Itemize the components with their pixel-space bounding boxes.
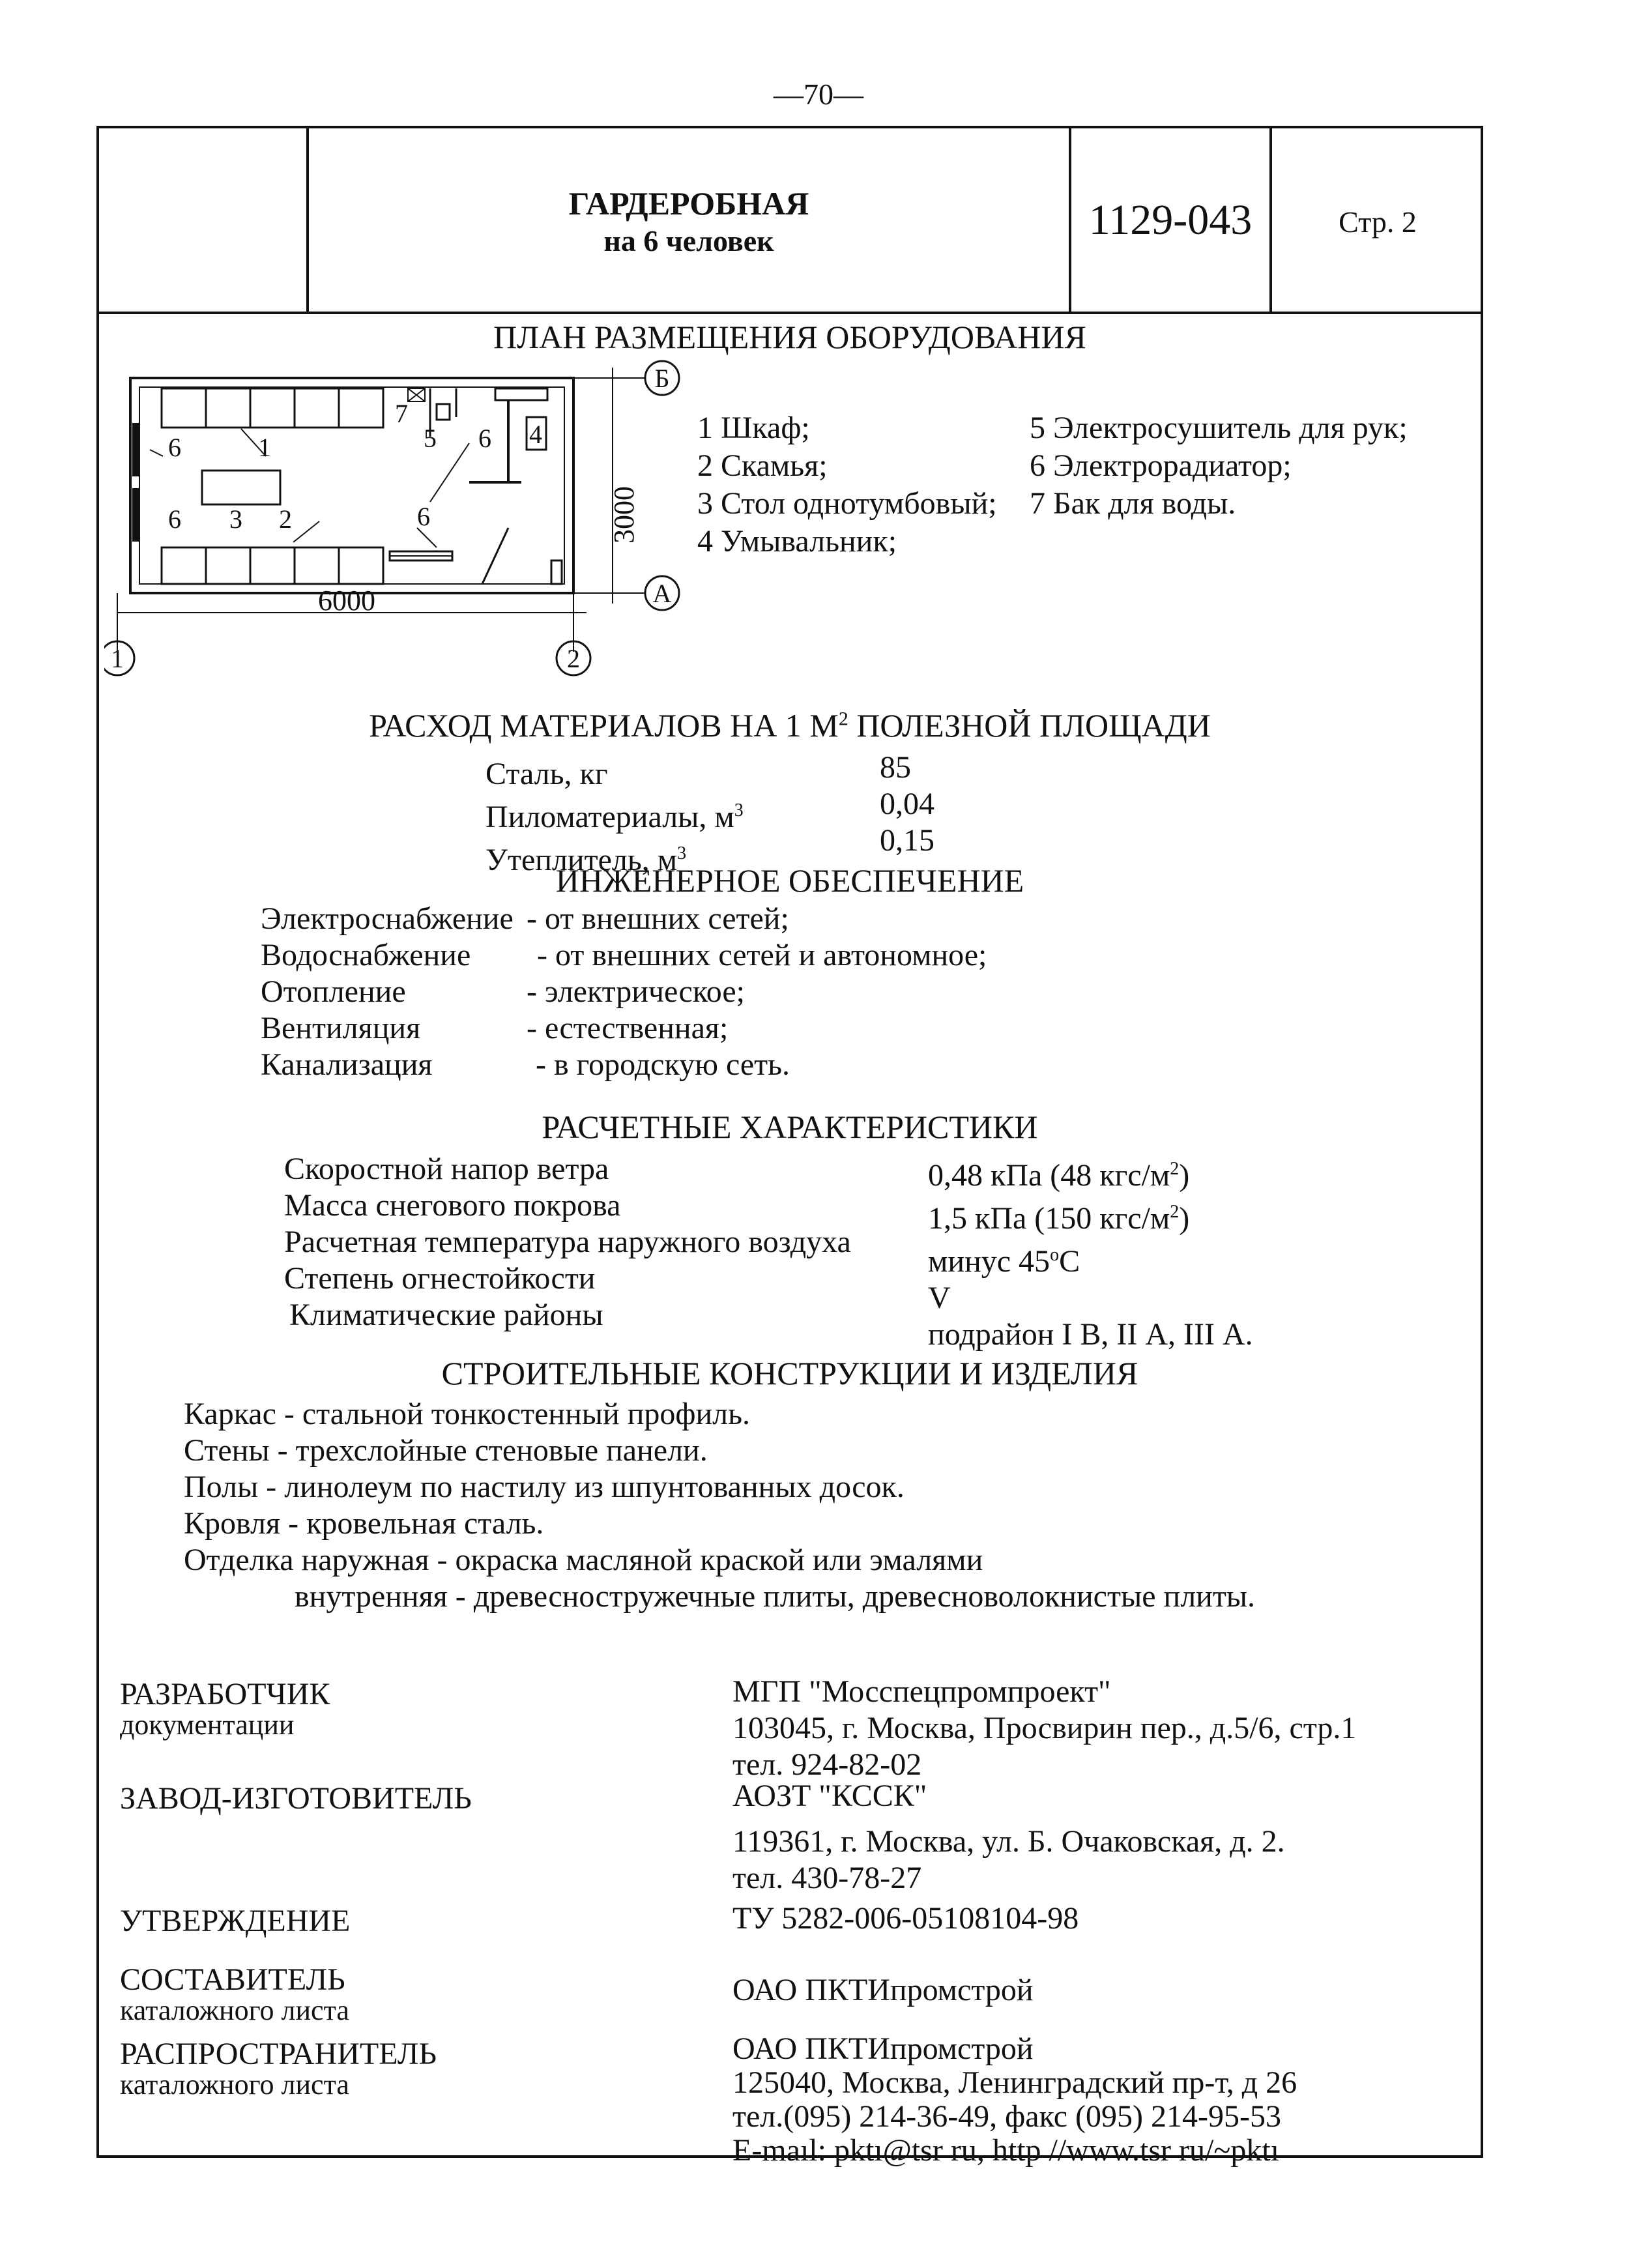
construction-line: Полы - линолеум по настилу из шпунтованных досок. [184,1470,905,1504]
approval-label: УТВЕРЖДЕНИЕ [120,1904,351,1938]
developer-line: тел. 924-82-02 [732,1747,922,1782]
developer-label: РАЗРАБОТЧИК [120,1677,330,1711]
maker-line: АОЗТ "КССК" [732,1779,927,1813]
calc-value: минус 45$^o$С [928,1244,1080,1279]
calc-value: 0,48 кПа (48 кгс/$м^2$) [928,1158,1190,1193]
plan-lockers-bottom [162,547,383,584]
engineering-values [527,901,987,1083]
materials-title-end: ПОЛЕЗНОЙ ПЛОЩАДИ [848,707,1211,744]
construction-line: внутренняя - древесностружечные плиты, древесноволокнистые плиты. [295,1579,1256,1614]
plan-shelf [495,388,547,400]
calc-value: подрайон I В, II А, III А. [928,1317,1253,1352]
axis-1-label: 1 [111,644,124,673]
distributor-label-block [120,2036,437,2101]
axis-b-label: Б [654,364,670,393]
engineering-name: Канализация [261,1047,433,1082]
axis-2-label: 2 [567,644,580,673]
plan-lockers-top [162,388,383,428]
calc-names [284,1151,851,1333]
calc-value: 1,5 кПа (150 кгс/$м^2$) [928,1201,1190,1236]
engineering-value: - в городскую сеть. [536,1047,790,1082]
engineering-title: ИНЖЕНЕРНОЕ ОБЕСПЕЧЕНИЕ [555,862,1024,899]
approval-value: ТУ 5282-006-05108104-98 [732,1901,1079,1936]
material-value: 0,15 [880,823,934,858]
engineering-name: Вентиляция [261,1011,421,1045]
constructions-list [184,1396,1255,1615]
materials-names [485,749,744,879]
legend-item: 1 Шкаф; [697,411,810,445]
calc-name: Климатические районы [289,1298,603,1332]
engineering-value: - от внешних сетей и автономное; [537,938,987,972]
distributor-details [732,2032,1297,2168]
document-code: 1129-043 [1088,196,1253,244]
calc-values [928,1151,1253,1353]
materials-title-main: РАСХОД МАТЕРИАЛОВ НА 1 М [369,707,839,744]
calc-name: Степень огнестойкости [284,1261,596,1296]
distributor-label: РАСПРОСТРАНИТЕЛЬ [120,2037,437,2071]
engineering-name: Отопление [261,974,406,1009]
construction-line: Кровля - кровельная сталь. [184,1506,544,1541]
developer-line: 103045, г. Москва, Просвирин пер., д.5/6, стр.1 [732,1711,1357,1745]
construction-line: Стены - трехслойные стеновые панели. [184,1433,708,1468]
material-name: Сталь, кг [485,757,608,791]
material-value: 85 [880,750,911,785]
distributor-line: 125040, Москва, Ленинградский пр-т, д 26 [732,2065,1297,2100]
legend-item: 2 Скамья; [697,448,828,483]
compiler-value: ОАО ПКТИпромстрой [732,1973,1034,2007]
callout-6c: 6 [168,504,181,534]
legend-item: 4 Умывальник; [697,524,897,559]
plan-title: ПЛАН РАЗМЕЩЕНИЯ ОБОРУДОВАНИЯ [493,319,1086,355]
construction-line: Отделка наружная - окраска масляной краской или эмалями [184,1543,983,1577]
distributor-line: E-maıl: pktı@tsr ru, http //www.tsr ru/~pktı [732,2133,1279,2168]
axis-a-label: А [652,579,672,608]
legend-left [697,409,997,560]
legend-right [1030,409,1408,523]
document-subtitle: на 6 человек [603,224,774,257]
engineering-value: - электрическое; [527,974,745,1009]
calc-name: Скоростной напор ветра [284,1152,609,1186]
document-title: ГАРДЕРОБНАЯ [568,185,809,222]
legend-item: 7 Бак для воды. [1030,486,1236,521]
materials-values [880,749,934,859]
developer-sublabel: документации [120,1709,295,1741]
callout-4: 4 [529,420,542,449]
materials-title [96,706,1483,744]
distributor-line: тел.(095) 214-36-49, факс (095) 214-95-53 [732,2099,1281,2134]
compiler-sublabel: каталожного листа [120,1994,349,2026]
compiler-label-block [120,1962,349,2027]
engineering-value: - естественная; [527,1011,729,1045]
developer-details [732,1674,1356,1783]
page-number: —70— [774,78,863,111]
callout-3: 3 [229,504,242,534]
plan-radiator-left-1 [133,424,139,476]
maker-label: ЗАВОД-ИЗГОТОВИТЕЛЬ [120,1781,472,1816]
calc-value: V [928,1281,951,1315]
developer-line: МГП "Мосспецпромпроект" [732,1674,1111,1709]
plan-inner-wall [139,387,564,584]
engineering-name: Водоснабжение [261,938,471,972]
legend-item: 5 Электросушитель для рук; [1030,411,1408,445]
header-divider [96,312,1483,314]
callout-6a: 6 [168,433,181,462]
compiler-label: СОСТАВИТЕЛЬ [120,1962,345,1997]
material-value: 0,04 [880,787,934,821]
calc-name: Расчетная температура наружного воздуха [284,1225,851,1259]
maker-line: тел. 430-78-27 [732,1861,922,1895]
legend-item: 3 Стол однотумбовый; [697,486,997,521]
maker-line: 119361, г. Москва, ул. Б. Очаковская, д. 2. [732,1824,1285,1859]
callout-5: 5 [424,424,437,453]
materials-title-sup: 2 [838,708,848,730]
maker-details [732,1778,1285,1897]
material-name: Пиломатериалы, $м^3$ [485,800,744,834]
material-name: Утеплитель, $м^3$ [485,843,687,877]
construction-line: Каркас - стальной тонкостенный профиль. [184,1397,751,1431]
floor-plan-drawing [104,352,717,691]
engineering-names [261,901,514,1083]
callout-2: 2 [279,504,292,534]
header-title-block [309,184,1069,259]
engineering-name: Электроснабжение [261,901,514,936]
dim-width-label: 3000 [608,486,640,544]
callout-7: 7 [395,399,408,428]
calc-name: Масса снегового покрова [284,1188,621,1223]
callout-6b: 6 [478,424,491,453]
plan-radiator-left-2 [133,489,139,541]
plan-table [202,471,280,504]
engineering-value: - от внешних сетей; [527,901,789,936]
sheet-number: Стр. 2 [1339,205,1417,239]
distributor-line: ОАО ПКТИпромстрой [732,2031,1034,2066]
constructions-title: СТРОИТЕЛЬНЫЕ КОНСТРУКЦИИ И ИЗДЕЛИЯ [441,1355,1138,1391]
legend-item: 6 Электрорадиатор; [1030,448,1292,483]
calc-title: РАСЧЕТНЫЕ ХАРАКТЕРИСТИКИ [542,1109,1038,1145]
callout-1: 1 [258,433,271,462]
distributor-sublabel: каталожного листа [120,2069,349,2101]
callout-6d: 6 [417,502,430,531]
developer-label-block [120,1676,330,1741]
dim-length-label: 6000 [318,585,375,617]
